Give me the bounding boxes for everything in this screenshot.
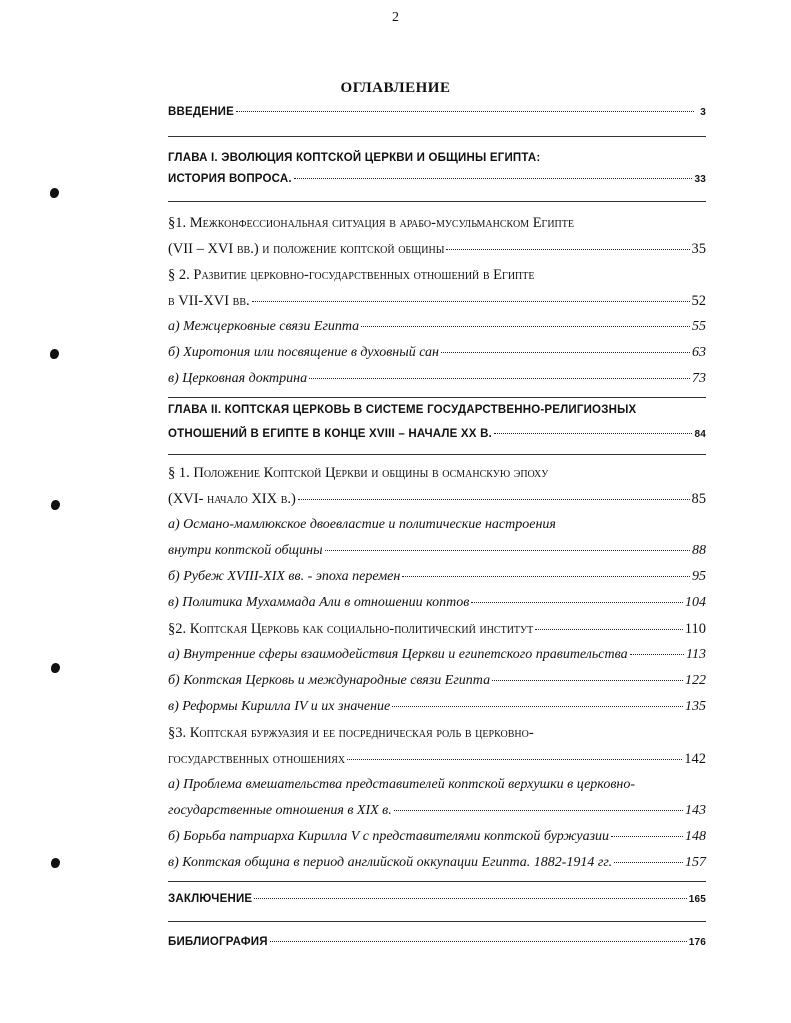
scan-speck (50, 188, 59, 198)
page-ref: 85 (691, 491, 706, 507)
toc-subsection-line1: а) Проблема вмешательства представителей коптской верхушки в церковно- (168, 777, 635, 792)
toc-section-2-1-line1: § 1. Положение Коптской Церкви и общины в османскую эпоху (168, 465, 549, 481)
page-ref: 110 (684, 621, 706, 637)
toc-entry-bibliography: БИБЛИОГРАФИЯ 176 (168, 936, 706, 948)
toc-subsection: в) Коптская община в период английской оккупации Египта. 1882-1914 гг. 157 (168, 855, 706, 870)
toc-chapter-1-line2: ИСТОРИЯ ВОПРОСА. 33 (168, 173, 706, 185)
dot-leader (614, 862, 683, 863)
toc-chapter-1-line1: ГЛАВА I. ЭВОЛЮЦИЯ КОПТСКОЙ ЦЕРКВИ И ОБЩИНЫ ЕГИПТА: (168, 152, 541, 164)
toc-entry-introduction: ВВЕДЕНИЕ 3 (168, 106, 706, 118)
dot-leader (492, 680, 683, 681)
dot-leader (309, 378, 690, 379)
dot-leader (254, 898, 686, 899)
toc-section-1-2-line1: § 2. Развитие церковно-государственных отношений в Египте (168, 267, 535, 283)
page-ref: 148 (685, 829, 706, 844)
dot-leader (270, 941, 687, 942)
toc-section-2-3-line1: §3. Коптская буржуазия и ее посредническая роль в церковно- (168, 725, 534, 741)
toc-subsection: в) Реформы Кирилла IV и их значение 135 (168, 699, 706, 714)
page-ref: 95 (692, 569, 706, 584)
toc-subsection-line2: внутри коптской общины 88 (168, 543, 706, 558)
dot-leader (392, 706, 683, 707)
page-ref: 84 (694, 429, 706, 440)
dot-leader (471, 602, 683, 603)
toc-section-1-2-line2: в VII-XVI вв. 52 (168, 293, 706, 309)
scan-speck (51, 858, 60, 868)
toc-subsection: б) Борьба патриарха Кирилла V с представителями коптской буржуазии 148 (168, 829, 706, 844)
toc-section-2-1-line2: (XVI- начало XIX в.) 85 (168, 491, 706, 507)
page-ref: 73 (692, 371, 706, 386)
page-ref: 135 (685, 699, 706, 714)
page-ref: 165 (688, 894, 706, 905)
page-ref: 122 (685, 673, 706, 688)
page-ref: 63 (692, 345, 706, 360)
page-ref: 35 (691, 241, 706, 257)
toc-subsection-line1: а) Османо-мамлюкское двоевластие и политические настроения (168, 517, 556, 532)
toc-chapter-2-line2: ОТНОШЕНИЙ В ЕГИПТЕ В КОНЦЕ XVIII – НАЧАЛЕ XX В. 84 (168, 428, 706, 440)
dot-leader (294, 178, 693, 179)
page-ref: 104 (685, 595, 706, 610)
dot-leader (630, 654, 684, 655)
page-ref: 142 (684, 751, 706, 767)
dot-leader (441, 352, 690, 353)
dot-leader (361, 326, 690, 327)
scan-speck (51, 500, 60, 510)
toc-subsection: б) Хиротония или посвящение в духовный сан 63 (168, 345, 706, 360)
page-ref: 176 (688, 937, 706, 948)
dot-leader (446, 249, 689, 250)
dot-leader (535, 629, 683, 630)
dot-leader (494, 433, 693, 434)
dot-leader (611, 836, 683, 837)
toc-entry-conclusion: ЗАКЛЮЧЕНИЕ 165 (168, 893, 706, 905)
page-ref: 55 (692, 319, 706, 334)
page-ref: 143 (685, 803, 706, 818)
dot-leader (347, 759, 682, 760)
toc-subsection-line2: государственные отношения в XIX в. 143 (168, 803, 706, 818)
toc-section-1-1-line1: §1. Межконфессиональная ситуация в арабо-мусульманском Египте (168, 215, 574, 231)
toc-subsection: а) Межцерковные связи Египта 55 (168, 319, 706, 334)
toc-section-2-3-line2: государственных отношениях 142 (168, 751, 706, 767)
page-ref: 52 (691, 293, 706, 309)
dot-leader (236, 111, 694, 112)
toc-subsection: а) Внутренние сферы взаимодействия Церкви и египетского правительства 113 (168, 647, 706, 662)
page-ref: 33 (694, 174, 706, 185)
toc-section-1-1-line2: (VII – XVI вв.) и положение коптской общины 35 (168, 241, 706, 257)
toc-subsection: в) Церковная доктрина 73 (168, 371, 706, 386)
page-number: 2 (392, 10, 399, 25)
page-ref: 88 (692, 543, 706, 558)
scan-speck (50, 349, 59, 359)
scan-speck (51, 663, 60, 673)
table-of-contents (168, 106, 706, 958)
toc-title: ОГЛАВЛЕНИЕ (340, 80, 451, 96)
toc-chapter-2-line1: ГЛАВА II. КОПТСКАЯ ЦЕРКОВЬ В СИСТЕМЕ ГОСУДАРСТВЕННО-РЕЛИГИОЗНЫХ (168, 404, 637, 416)
page-ref: 3 (700, 107, 706, 118)
toc-subsection: в) Политика Мухаммада Али в отношении коптов 104 (168, 595, 706, 610)
dot-leader (252, 301, 690, 302)
dot-leader (402, 576, 690, 577)
dot-leader (325, 550, 690, 551)
toc-subsection: б) Рубеж XVIII-XIX вв. - эпоха перемен 95 (168, 569, 706, 584)
dot-leader (394, 810, 683, 811)
page-ref: 113 (686, 647, 706, 662)
dot-leader (298, 499, 690, 500)
toc-section-2-2: §2. Коптская Церковь как социально-политический институт 110 (168, 621, 706, 637)
toc-subsection: б) Коптская Церковь и международные связи Египта 122 (168, 673, 706, 688)
page-ref: 157 (685, 855, 706, 870)
